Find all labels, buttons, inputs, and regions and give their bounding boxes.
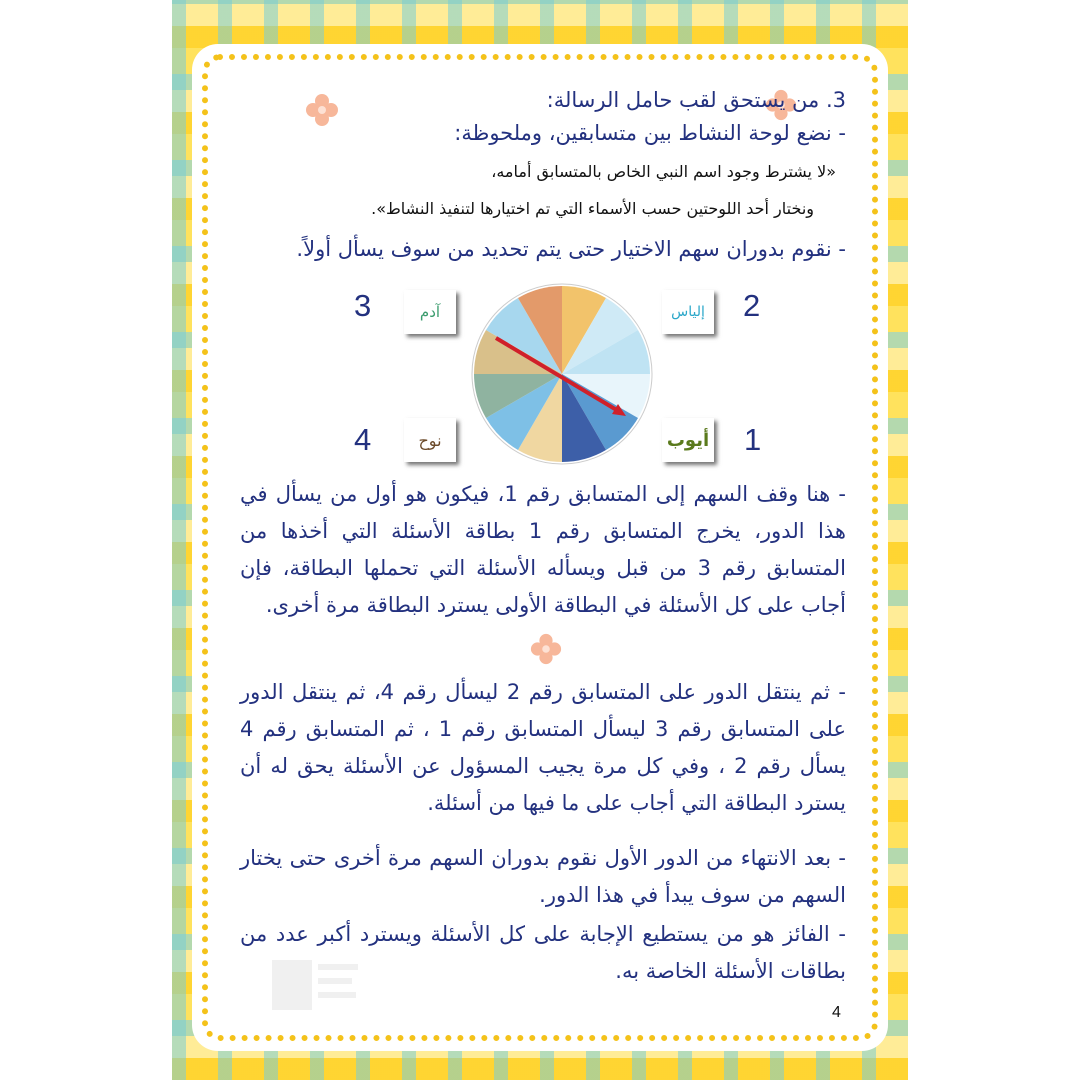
contestant-tile-2: إلياس xyxy=(662,290,714,334)
note-line-1: «لا يشترط وجود اسم النبي الخاص بالمتسابق أمامه، xyxy=(491,162,836,181)
content-card xyxy=(192,44,888,1051)
intro-line: - نضع لوحة النشاط بين متسابقين، وملحوظة: xyxy=(454,121,846,145)
contestant-number-3: 3 xyxy=(354,288,372,323)
flower-icon xyxy=(304,92,340,128)
contestant-tile-1: أيوب xyxy=(662,418,714,462)
selection-wheel xyxy=(470,282,654,466)
paragraph-next-round: - بعد الانتهاء من الدور الأول نقوم بدوران السهم مرة أخرى حتى يختار السهم من سوف يبدأ في هذا الدور. xyxy=(240,846,846,907)
contestant-tile-4: نوح xyxy=(404,418,456,462)
paragraph-first-turn: - هنا وقف السهم إلى المتسابق رقم 1، فيكون هو أول من يسأل في هذا الدور، يخرج المتسابق رقم 1 بطاقة الأسئلة التي أخذها من المتسابق رقم 3 من قبل ويسأله الأسئلة التي تحملها البطاقة، فإن أجاب على كل الأسئلة في البطاقة الأولى يسترد البطاقة مرة أخرى. xyxy=(240,482,847,617)
section-heading: 3. من يستحق لقب حامل الرسالة: xyxy=(546,88,846,112)
contestant-number-1: 1 xyxy=(744,422,762,457)
paragraph-turn-order: - ثم ينتقل الدور على المتسابق رقم 2 ليسأل رقم 4، ثم ينتقل الدور على المتسابق رقم 3 ليسأل المتسابق رقم 1 ، ثم المتسابق رقم 4 يسأل رقم 2 ، وفي كل مرة يجيب المسؤول عن الأسئلة يحق له أن يسترد البطاقة التي أجاب على ما فيها من أسئلة. xyxy=(240,680,846,815)
contestant-number-4: 4 xyxy=(354,422,372,457)
page-number: 4 xyxy=(832,1004,841,1021)
contestant-tile-3: آدم xyxy=(404,290,456,334)
page-background xyxy=(172,0,908,1080)
spin-instruction: - نقوم بدوران سهم الاختيار حتى يتم تحديد من سوف يسأل أولاً. xyxy=(296,237,846,261)
watermark-logo xyxy=(270,956,362,1016)
flower-icon xyxy=(529,632,563,666)
paragraph-winner: - الفائز هو من يستطيع الإجابة على كل الأسئلة ويسترد أكبر عدد من بطاقات الأسئلة الخاصة به. xyxy=(240,922,846,983)
note-line-2: ونختار أحد اللوحتين حسب الأسماء التي تم اختيارها لتنفيذ النشاط». xyxy=(371,199,814,218)
contestant-number-2: 2 xyxy=(743,288,761,323)
